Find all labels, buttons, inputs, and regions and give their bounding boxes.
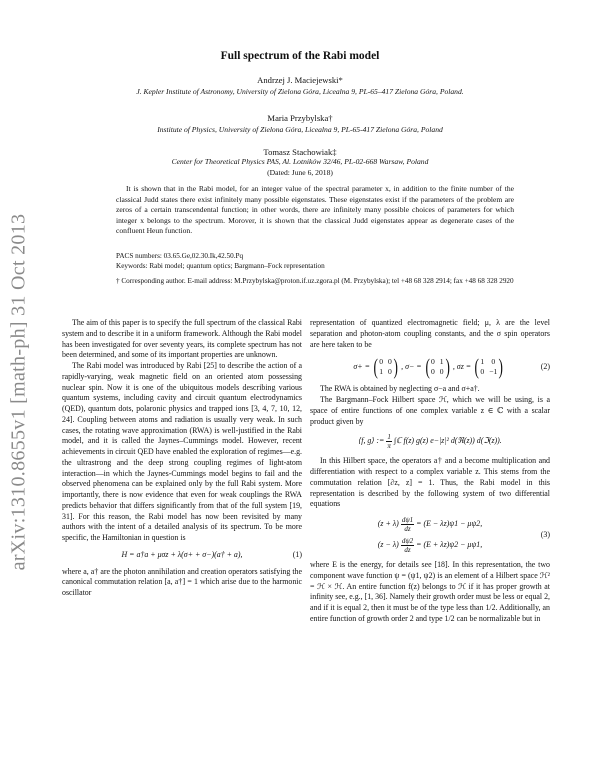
- sigma-minus-label: , σ− =: [401, 361, 422, 371]
- equation-rhs: = (E − λz)ψ1 − μψ2,: [416, 519, 483, 529]
- sigma-plus-label: σ+ =: [353, 361, 370, 371]
- paragraph: The Bargmann–Fock Hilbert space ℋ, which we will be using, is a space of entire functions of one complex variable z ∈ ℂ with a scalar product given by: [310, 395, 550, 426]
- keywords: Keywords: Rabi model; quantum optics; Bargmann–Fock representation: [116, 262, 325, 270]
- left-column: [62, 318, 302, 599]
- matrix-cell: 1: [379, 367, 384, 377]
- equation-1: [62, 550, 302, 561]
- matrix-cell: −1: [489, 367, 498, 377]
- equation-number: (3): [540, 529, 550, 539]
- equation-2: [310, 356, 550, 378]
- matrix-cell: 0: [480, 367, 485, 377]
- paragraph: The aim of this paper is to specify the full spectrum of the classical Rabi system and to describe it in a uniform framework. Although the Rabi model has been investigated for over seventy years, its complete spectrum has not been determined, and some of its important properties are unknown.: [62, 318, 302, 360]
- inner-product-rhs: ∫ℂ f(z) g(z) e−|z|² d(ℜ(z)) d(ℑ(z)).: [393, 436, 502, 446]
- paragraph: In this Hilbert space, the operators a† and a become multiplication and differentiation with respect to a complex variable z. This stems from the commutation relation [∂z, z] = 1. Thus, the Rabi model in this representation is described by the following system of two differential equations: [310, 456, 550, 509]
- fraction-numerator: 1: [387, 433, 391, 442]
- equation-row: [378, 537, 482, 554]
- equation-row: [378, 516, 482, 533]
- equation-number: (1): [292, 549, 302, 559]
- matrix-cell: 0: [491, 357, 496, 367]
- matrix-cell: 0: [379, 357, 384, 367]
- abstract: It is shown that in the Rabi model, for an integer value of the spectral parameter x, in addition to the finite number of the classical Judd states there exist infinitely many possible eigenstates. These eigenstates exist if the parameters of the problem are zeros of a certain transcendental function; in other words, there are infinitely many possible choices of parameters for which integer x belongs to the spectrum. Morover, it is shown that the classical Judd eigenstates appear as degenerate cases of the confluent Heun function.: [116, 184, 514, 236]
- author-affiliation: Institute of Physics, University of Zielona Góra, Licealna 9, PL-65-417 Zielona Góra, Poland: [157, 125, 443, 134]
- equation-3: [310, 516, 550, 554]
- author-affiliation: J. Kepler Institute of Astronomy, University of Zielona Góra, Licealna 9, PL-65–417 Zielona Góra, Poland.: [136, 87, 464, 96]
- equation-number: (2): [540, 361, 550, 371]
- arxiv-sidebar-stamp: [4, 182, 34, 602]
- paper-date: (Dated: June 6, 2018): [267, 168, 333, 177]
- author-name: Tomasz Stachowiak‡: [263, 147, 337, 157]
- paragraph: The RWA is obtained by neglecting σ−a and σ+a†.: [320, 384, 480, 394]
- paragraph: The Rabi model was introduced by Rabi [25] to describe the action of a rapidly-varying, weak magnetic field on an oriented atom possessing nuclear spin. Now it is one of the ubiquitous models describing various quantum systems, including cavity and circuit quantum electrodynamics (QED), quantum dots, polaronic physics and trapped ions [3, 4, 7, 10, 12, 24]. Coupling between atoms and radiation is usually very weak. In such cases, the rotating wave approximation (RWA) is well-justified in the Rabi model, and it is called the Jaynes–Cummings model. However, recent achievements in circuit QED have enabled the exploration of regimes—e.g. the ultrastrong and the deep strong coupling regimes of light-atom interaction—in which the Jaynes-Cummings model begins to fail and the observed phenomena can be explained only by the full Rabi system. More importantly, there is now evidence that even for weak couplings the RWA predicts behavior that differs significantly from that of the full system [19, 31]. For this reason, the Rabi model has now been revisited by many authors with the intent of a detailed analysis of its spectrum. To be more specific, the Hamiltonian in question is: [62, 361, 302, 542]
- paper-title: Full spectrum of the Rabi model: [220, 50, 380, 62]
- fraction-numerator: dψ1: [401, 516, 414, 524]
- fraction-denominator: dz: [404, 525, 411, 533]
- equation-lhs: (z − λ): [377, 540, 399, 550]
- paragraph: representation of quantized electromagnetic field; μ, λ are the level separation and photon-atom coupling constants, and the σ spin operators are here taken to be: [310, 318, 550, 349]
- matrix-sigma-minus: ( 0 1 0 0 ): [425, 354, 450, 380]
- fraction-denominator: dz: [404, 546, 411, 554]
- pacs-numbers: PACS numbers: 03.65.Ge,02.30.Ik,42.50.Pq: [116, 252, 244, 260]
- matrix-cell: 0: [430, 367, 435, 377]
- derivative-fraction: [401, 516, 414, 533]
- matrix-cell: 0: [388, 357, 392, 367]
- fraction-denominator: π: [387, 442, 391, 451]
- corresponding-author-footnote: † Corresponding author. E-mail address: M.Przybylska@proton.if.uz.zgora.pl (M. Przybylska); tel +48 68 328 2914; fax +48 68 328 2920: [116, 277, 514, 285]
- author-name: Andrzej J. Maciejewski*: [257, 75, 343, 85]
- author-affiliation: Center for Theoretical Physics PAS, Al. Lotników 32/46, PL-02-668 Warsaw, Poland: [171, 157, 429, 166]
- arxiv-id: arXiv:1310.8655v1 [math-ph] 31 Oct 2013: [7, 213, 30, 571]
- equation-rhs: = (E + λz)ψ2 − μψ1,: [416, 540, 483, 550]
- matrix-cell: 0: [388, 367, 392, 377]
- paragraph: where a, a† are the photon annihilation and creation operators satisfying the canonical commutation relation [a, a†] = 1 which arise due to the harmonic oscillator: [62, 566, 302, 597]
- sigma-z-label: , σz =: [452, 361, 472, 371]
- matrix-sigma-plus: ( 0 0 1 0 ): [373, 354, 398, 380]
- paragraph: where E is the energy, for details see [18]. In this representation, the two component wave function ψ = (ψ1, ψ2) is an element of a Hilbert space ℋ² = ℋ × ℋ. An entire function f(z) belongs to ℋ if it has proper growth at infinity see, e.g., [1, 36]. Namely their growth order must be less or equal 2, and if it is equal 2, then it must be of the type less than 1/2. Additionally, an entire function of growth order 2 and type 1/2 can be normalizable but in: [310, 560, 550, 623]
- fraction-numerator: dψ2: [401, 537, 414, 545]
- matrix-cell: 0: [439, 367, 444, 377]
- equation-body: H = a†a + μσz + λ(σ+ + σ−)(a† + a),: [121, 549, 243, 559]
- scalar-product-equation: [310, 433, 550, 450]
- matrix-cell: 0: [430, 357, 435, 367]
- equation-lhs: (z + λ): [377, 519, 399, 529]
- matrix-cell: 1: [480, 357, 485, 367]
- matrix-cell: 1: [439, 357, 444, 367]
- derivative-fraction: [401, 537, 414, 554]
- equation-system: [378, 516, 482, 554]
- matrix-sigma-z: ( 1 0 0 −1 ): [474, 354, 504, 380]
- inner-product-lhs: ⟨f, g⟩ :=: [358, 436, 385, 446]
- author-name: Maria Przybylska†: [267, 113, 333, 123]
- fraction: [386, 433, 392, 450]
- right-column: [310, 318, 550, 625]
